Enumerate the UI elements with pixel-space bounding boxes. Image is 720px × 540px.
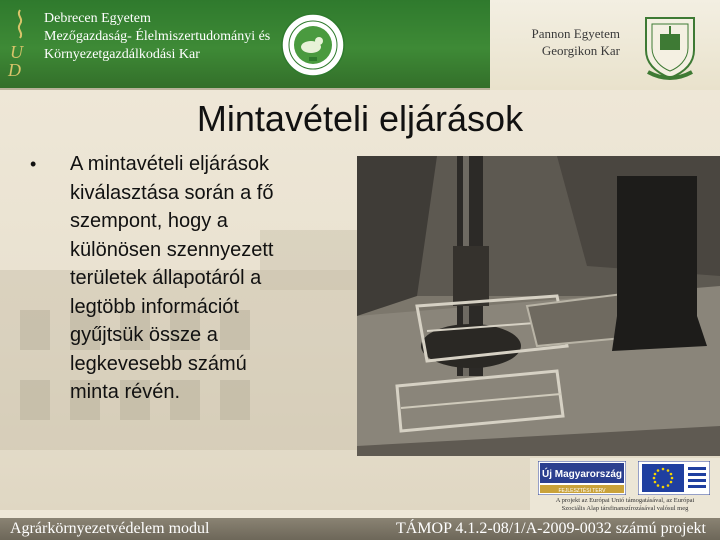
bullet-marker: • [30, 154, 37, 174]
footer-project-id: TÁMOP 4.1.2-08/1/A-2009-0032 számú projekt [395, 520, 706, 537]
bullet-text: A mintavételi eljárások kiválasztása során a fő szempont, hogy a különösen szennyezett területek állapotáról a legtöbb információt gyűjtsük össze a legkevesebb számú minta révén. [70, 153, 274, 403]
left-institution-name [44, 10, 284, 64]
svg-text:U: U [10, 42, 23, 62]
hungary-logo-subtext: FEJLESZTÉSI TERV [558, 488, 606, 494]
slide-footer [0, 518, 720, 540]
left-institution-line-1: Debrecen Egyetem [44, 11, 151, 26]
right-institution-line-2: Georgikon Kar [541, 43, 620, 58]
svg-text:D: D [8, 60, 21, 80]
slide-title: Mintavételi eljárások [196, 98, 524, 139]
pannon-university-crest-icon [640, 12, 700, 82]
left-institution-line-3: Környezetgazdálkodási Kar [44, 47, 200, 62]
right-institution-line-1: Pannon Egyetem [531, 26, 620, 41]
right-institution-name [500, 25, 620, 59]
left-institution-line-2: Mezőgazdaság- Élelmiszertudományi és [44, 29, 271, 44]
faculty-seal-icon [281, 13, 345, 77]
hungary-logo-text: Új Magyarország [541, 469, 623, 480]
uj-magyarorszag-logo [538, 461, 626, 495]
soil-sampling-photo [357, 156, 720, 456]
eu-flag-icon [638, 461, 710, 495]
debrecen-university-logo [6, 6, 36, 82]
footer-module-name: Agrárkörnyezetvédelem modul [10, 520, 210, 537]
funding-statement: A projekt az Európai Unió támogatásával, az Európai Szociális Alap társfinanszírozásával valósul meg [555, 497, 695, 512]
